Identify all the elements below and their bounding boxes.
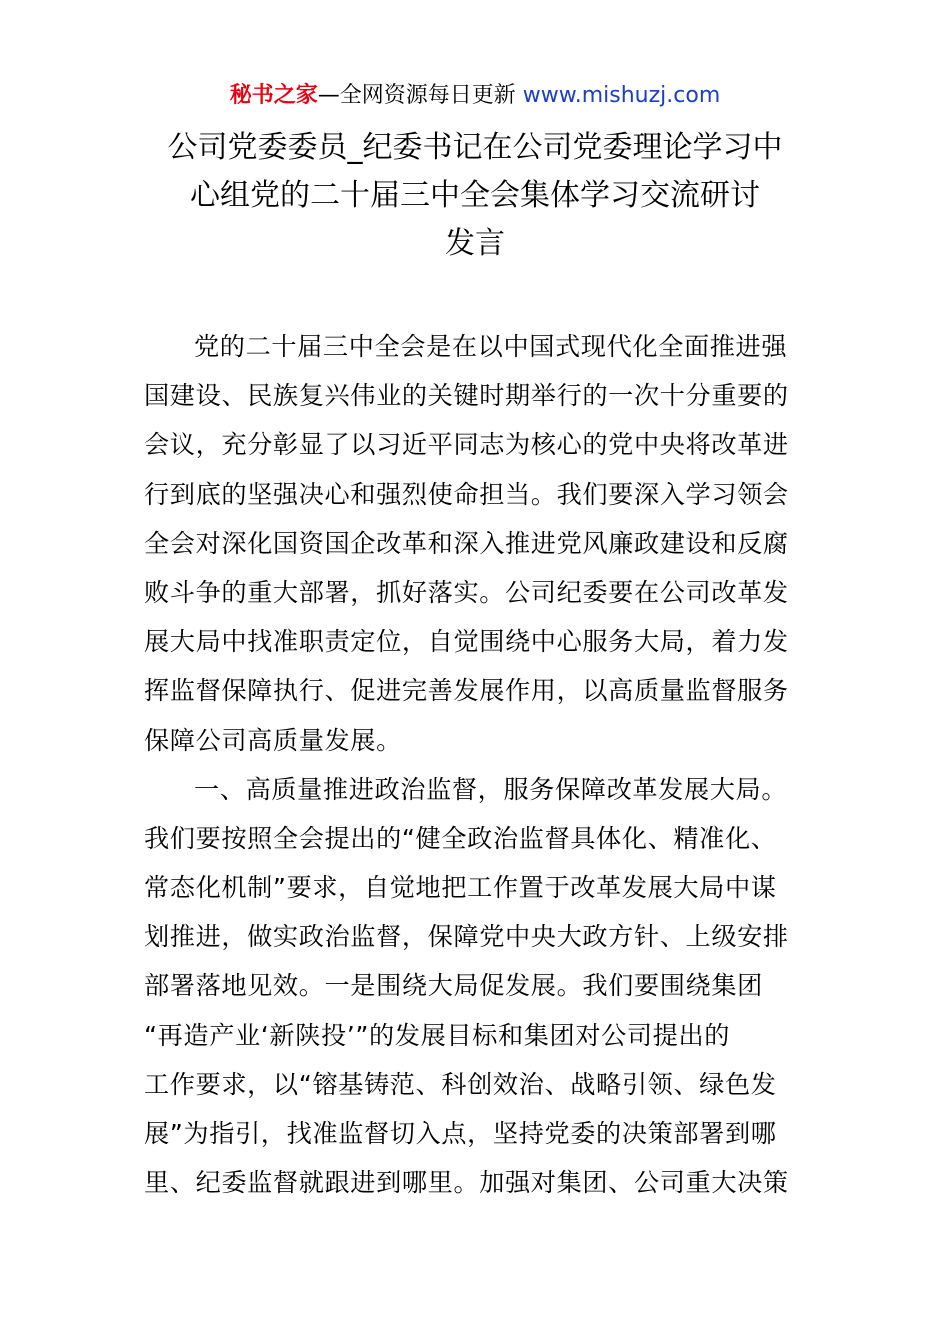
document-body bbox=[144, 322, 808, 1207]
body-line: 会议，充分彰显了以习近平同志为核心的党中央将改革进 bbox=[144, 430, 789, 460]
body-line: 行到底的坚强决心和强烈使命担当。我们要深入学习领会 bbox=[144, 479, 789, 509]
body-line: 挥监督保障执行、促进完善发展作用，以高质量监督服务 bbox=[144, 676, 789, 706]
site-header bbox=[0, 78, 950, 114]
body-line: 保障公司高质量发展。 bbox=[144, 725, 402, 755]
body-line: 全会对深化国资国企改革和深入推进党风廉政建设和反腐 bbox=[144, 528, 789, 558]
site-url: www.mishuzj.com bbox=[522, 83, 721, 108]
title-line: 公司党委委员_纪委书记在公司党委理论学习中 bbox=[167, 130, 783, 165]
body-line: 部署落地见效。一是围绕大局促发展。我们要围绕集团 bbox=[144, 971, 763, 1001]
body-line: 党的二十届三中全会是在以中国式现代化全面推进强 bbox=[194, 332, 788, 361]
body-line: “再造产业‘新陕投’”的发展目标和集团对公司提出的 bbox=[144, 1020, 731, 1050]
document-title bbox=[100, 124, 850, 268]
body-line: 国建设、民族复兴伟业的关键时期举行的一次十分重要的 bbox=[144, 381, 789, 411]
body-line: 败斗争的重大部署，抓好落实。公司纪委要在公司改革发 bbox=[144, 577, 789, 607]
title-line: 发言 bbox=[445, 226, 505, 261]
body-line: 我们要按照全会提出的“健全政治监督具体化、精准化、 bbox=[144, 823, 777, 853]
body-line: 工作要求，以“镕基铸范、科创效治、战略引领、绿色发 bbox=[144, 1069, 777, 1099]
title-line: 心组党的二十届三中全会集体学习交流研讨 bbox=[190, 178, 760, 213]
body-line: 里、纪委监督就跟进到哪里。加强对集团、公司重大决策 bbox=[144, 1168, 789, 1198]
body-line: 划推进，做实政治监督，保障党中央大政方针、上级安排 bbox=[144, 922, 789, 952]
body-line: 展大局中找准职责定位，自觉围绕中心服务大局，着力发 bbox=[144, 627, 789, 657]
body-line: 常态化机制”要求，自觉地把工作置于改革发展大局中谋 bbox=[144, 873, 777, 903]
section-heading-line: 一、高质量推进政治监督，服务保障改革发展大局。 bbox=[194, 774, 788, 804]
body-line: 展”为指引，找准监督切入点，坚持党委的决策部署到哪 bbox=[144, 1119, 777, 1148]
header-tagline: —全网资源每日更新 bbox=[317, 83, 523, 108]
brand-name: 秘书之家 bbox=[229, 83, 318, 108]
